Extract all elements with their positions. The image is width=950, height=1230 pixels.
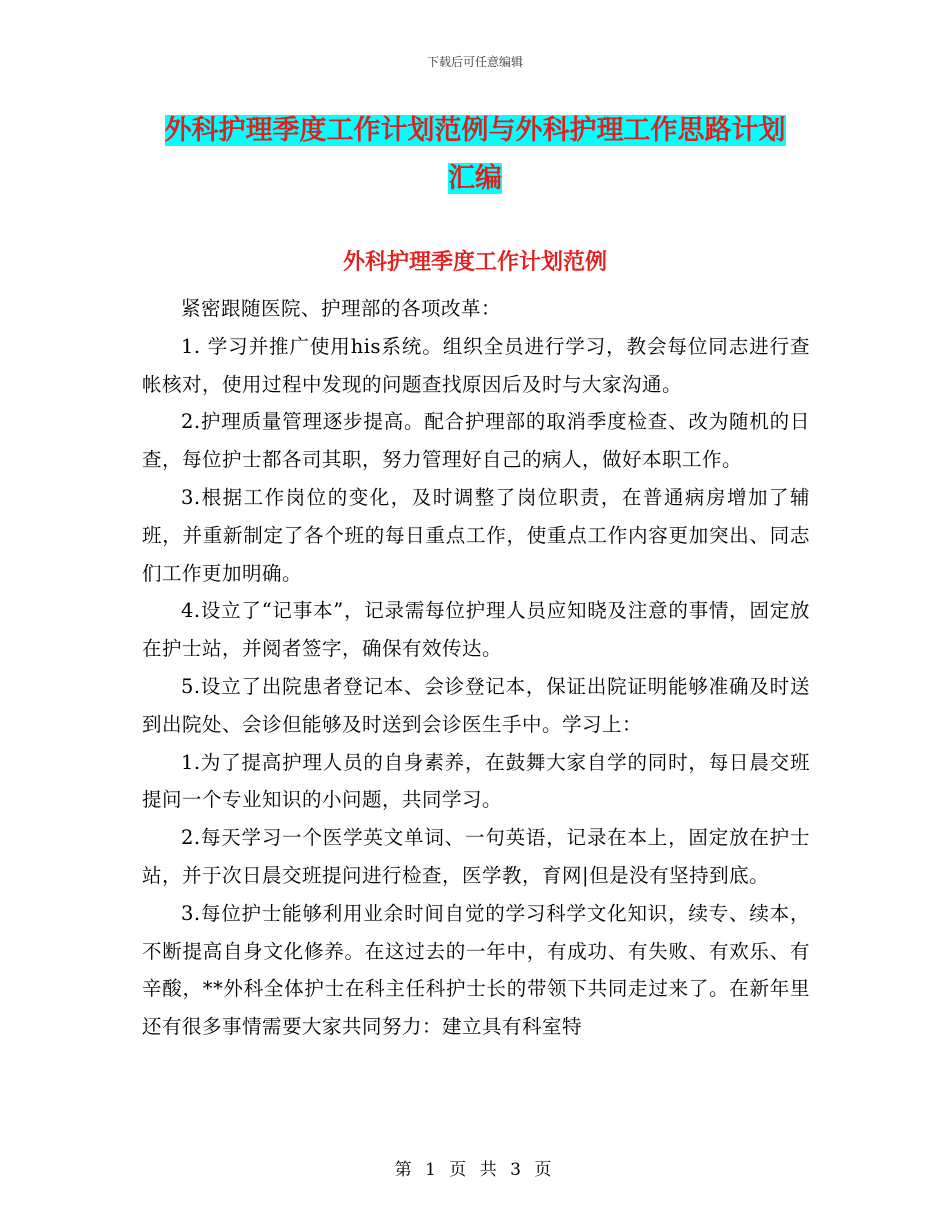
paragraph-item: 1. 学习并推广使用his系统。组织全员进行学习，教会每位同志进行查帐核对，使用过程中发现的问题查找原因后及时与大家沟通。 xyxy=(142,334,810,396)
paragraph-intro: 紧密跟随医院、护理部的各项改革： xyxy=(181,297,502,320)
paragraph-item: 3.每位护士能够利用业余时间自觉的学习科学文化知识，续专、续本，不断提高自身文化修养。在这过去的一年中，有成功、有失败、有欢乐、有辛酸，**外科全体护士在科主任科护士长的带领下共同走过来了。在新年里还有很多事情需要大家共同努力：建立具有科室特 xyxy=(142,901,810,1039)
paragraph-item: 1.为了提高护理人员的自身素养，在鼓舞大家自学的同时，每日晨交班提问一个专业知识的小问题，共同学习。 xyxy=(142,750,810,812)
document-title-line-1: 外科护理季度工作计划范例与外科护理工作思路计划 xyxy=(164,115,786,146)
paragraph-item: 3.根据工作岗位的变化，及时调整了岗位职责，在普通病房增加了辅班，并重新制定了各个班的每日重点工作，使重点工作内容更加突出、同志们工作更加明确。 xyxy=(142,485,810,585)
paragraph-item: 4.设立了“记事本”，记录需每位护理人员应知晓及注意的事情，固定放在护士站，并阅者签字，确保有效传达。 xyxy=(142,599,810,661)
page-header-note: 下载后可任意编辑 xyxy=(426,55,523,69)
document-body xyxy=(142,290,810,1046)
paragraph-item: 2.每天学习一个医学英文单词、一句英语，记录在本上，固定放在护士站，并于次日晨交班提问进行检查，医学教，育网|但是没有坚持到底。 xyxy=(142,826,810,887)
paragraph-item: 5.设立了出院患者登记本、会诊登记本，保证出院证明能够准确及时送到出院处、会诊但能够及时送到会诊医生手中。学习上： xyxy=(142,674,810,736)
page-footer-number: 第 1 页 共 3 页 xyxy=(394,1160,556,1180)
document-title-line-2: 汇编 xyxy=(448,163,502,194)
document-title xyxy=(140,107,810,203)
section-heading: 外科护理季度工作计划范例 xyxy=(342,250,607,275)
paragraph-item: 2.护理质量管理逐步提高。配合护理部的取消季度检查、改为随机的日查，每位护士都各司其职，努力管理好自己的病人，做好本职工作。 xyxy=(142,410,810,472)
